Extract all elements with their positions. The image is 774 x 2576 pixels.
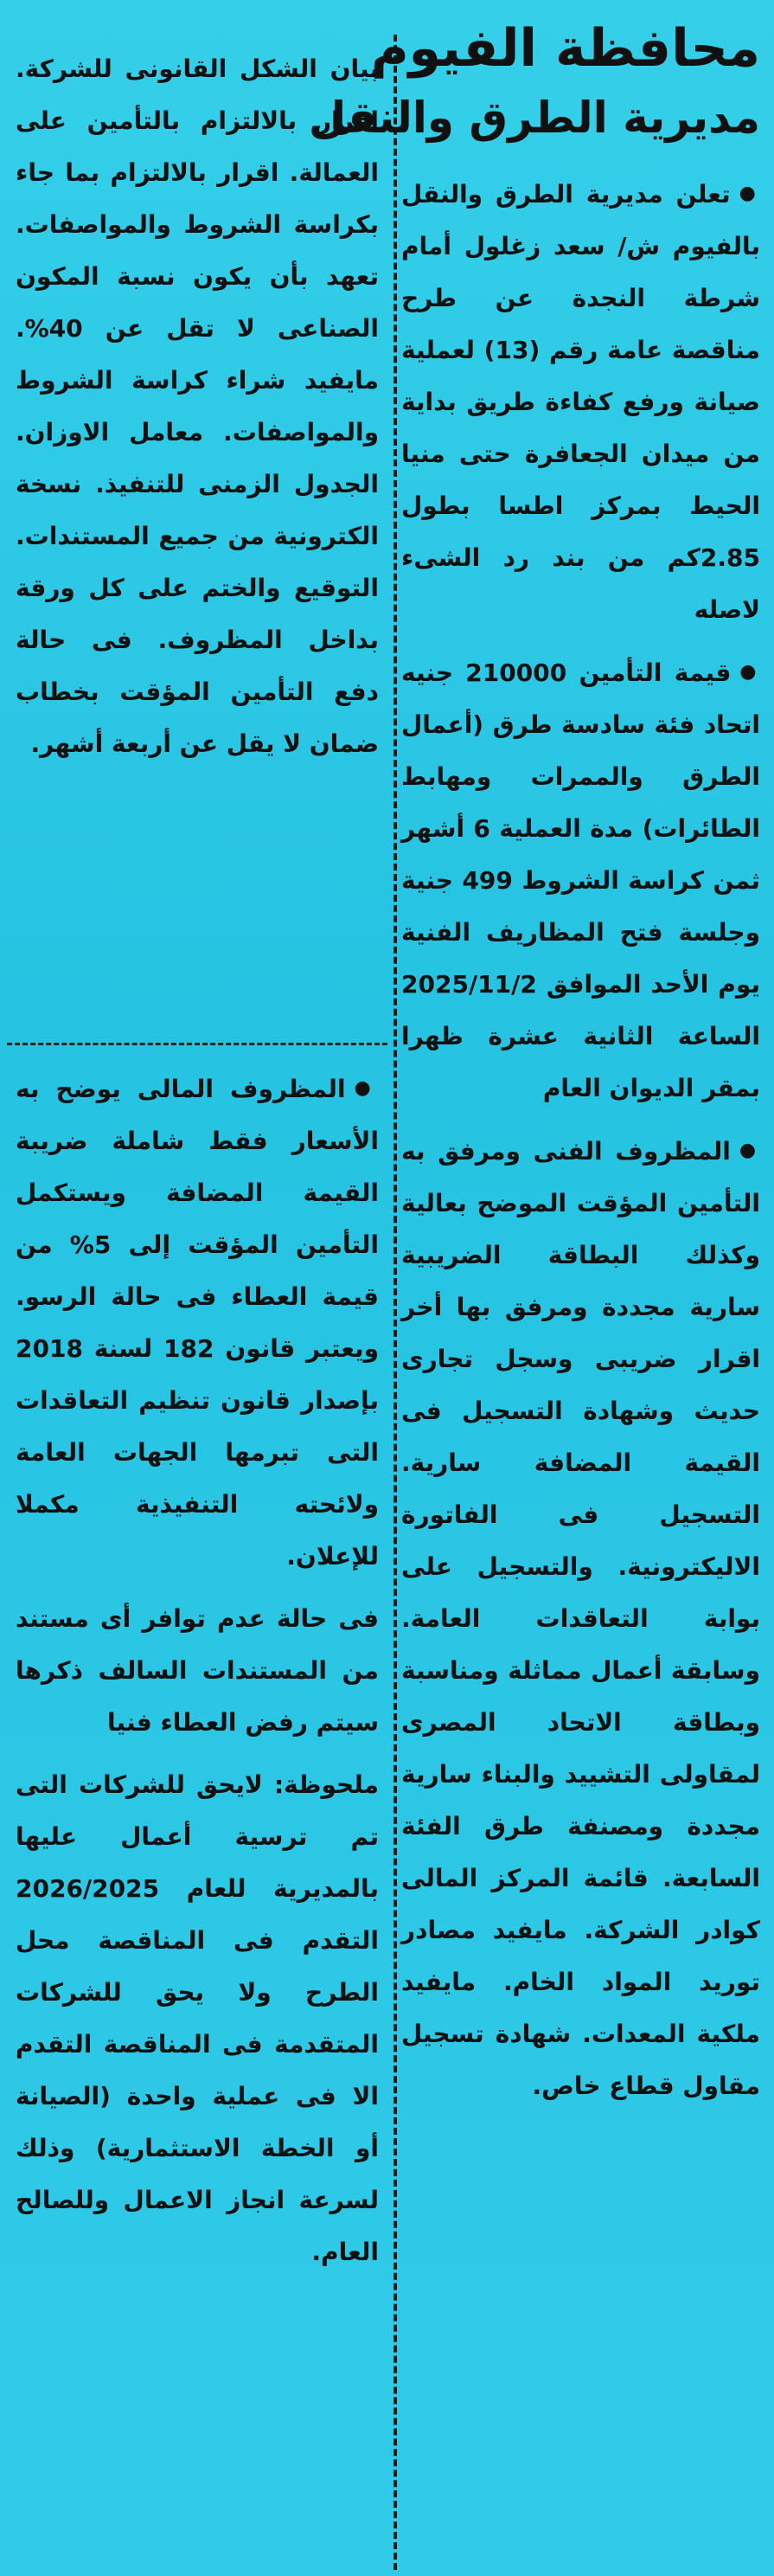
rejection-notice-paragraph: فى حالة عدم توافر أى مستند من المستندات السالف ذكرها سيتم رفض العطاء فنيا (16, 1604, 379, 1737)
ad-subtitle: مديرية الطرق والنقل (308, 93, 760, 143)
financial-envelope-paragraph: ● المظروف المالى يوضح به الأسعار فقط شاملة ضريبة القيمة المضافة ويستكمل التأمين المؤقت إلى 5% من قيمة العطاء فى حالة الرسو. ويعتبر قانون 182 لسنة 2018 بإصدار قانون تنظيم التعاقدات التى تبرمها الجهات العامة ولائحته التنفيذية مكملا للإعلان. (16, 1063, 379, 1583)
ad-title: محافظة الفيوم (370, 18, 760, 79)
insurance-and-session-paragraph: ● قيمة التأمين 210000 جنيه اتحاد فئة سادسة طرق (أعمال الطرق والممرات ومهابط الطائرات) مدة العملية 6 أشهر ثمن كراسة الشروط 499 جنية وجلسة فتح المظاريف الفنية يوم الأحد الموافق 2025/11/2 الساعة الثانية عشرة ظهرا بمقر الديوان العام (401, 646, 760, 1115)
right-column (308, 12, 760, 2123)
column-divider-horizontal (7, 1043, 387, 1045)
left-column-bottom (16, 1063, 379, 2289)
column-divider-vertical (393, 35, 397, 2570)
note-paragraph: ملحوظة: لايحق للشركات التى تم ترسية أعمال عليها بالمديرية للعام 2026/2025 التقدم فى المناقصة محل الطرح ولا يحق للشركات المتقدمة فى المناقصة التقدم الا فى عملية واحدة (الصيانة أو الخطة الاستثمارية) وذلك لسرعة انجاز الاعمال وللصالح العام. (16, 1770, 379, 2266)
left-column-top (16, 43, 379, 781)
tender-announcement-paragraph: ● تعلن مديرية الطرق والنقل بالفيوم ش/ سعد زغلول أمام شرطة النجدة عن طرح مناقصة عامة رقم (13) لعملية صيانة ورفع كفاءة طريق بداية من ميدان الجعافرة حتى منيا الحيط بمركز اطسا بطول 2.85كم من بند رد الشىء لاصله (401, 168, 760, 636)
required-documents-paragraph: بيان الشكل القانونى للشركة. اقرار بالالتزام بالتأمين على العمالة. اقرار بالالتزام بما جاء بكراسة الشروط والمواصفات. تعهد بأن يكون نسبة المكون الصناعى لا تقل عن 40%. مايفيد شراء كراسة الشروط والمواصفات. معامل الاوزان. الجدول الزمنى للتنفيذ. نسخة الكترونية من جميع المستندات. التوقيع والختم على كل ورقة بداخل المظروف. فى حالة دفع التأمين المؤقت بخطاب ضمان لا يقل عن أربعة أشهر. (16, 55, 379, 758)
technical-envelope-paragraph: ● المظروف الفنى ومرفق به التأمين المؤقت الموضح بعالية وكذلك البطاقة الضريبية سارية مجددة ومرفق بها أخر اقرار ضريبى وسجل تجارى حديث وشهادة التسجيل فى القيمة المضافة سارية. التسجيل فى الفاتورة الاليكترونية. والتسجيل على بوابة التعاقدات العامة. وسابقة أعمال مماثلة ومناسبة وبطاقة الاتحاد المصرى لمقاولى التشييد والبناء سارية مجددة ومصنفة طرق الفئة السابعة. قائمة المركز المالى كوادر الشركة. مايفيد مصادر توريد المواد الخام. مايفيد ملكية المعدات. شهادة تسجيل مقاول قطاع خاص. (401, 1125, 760, 2112)
